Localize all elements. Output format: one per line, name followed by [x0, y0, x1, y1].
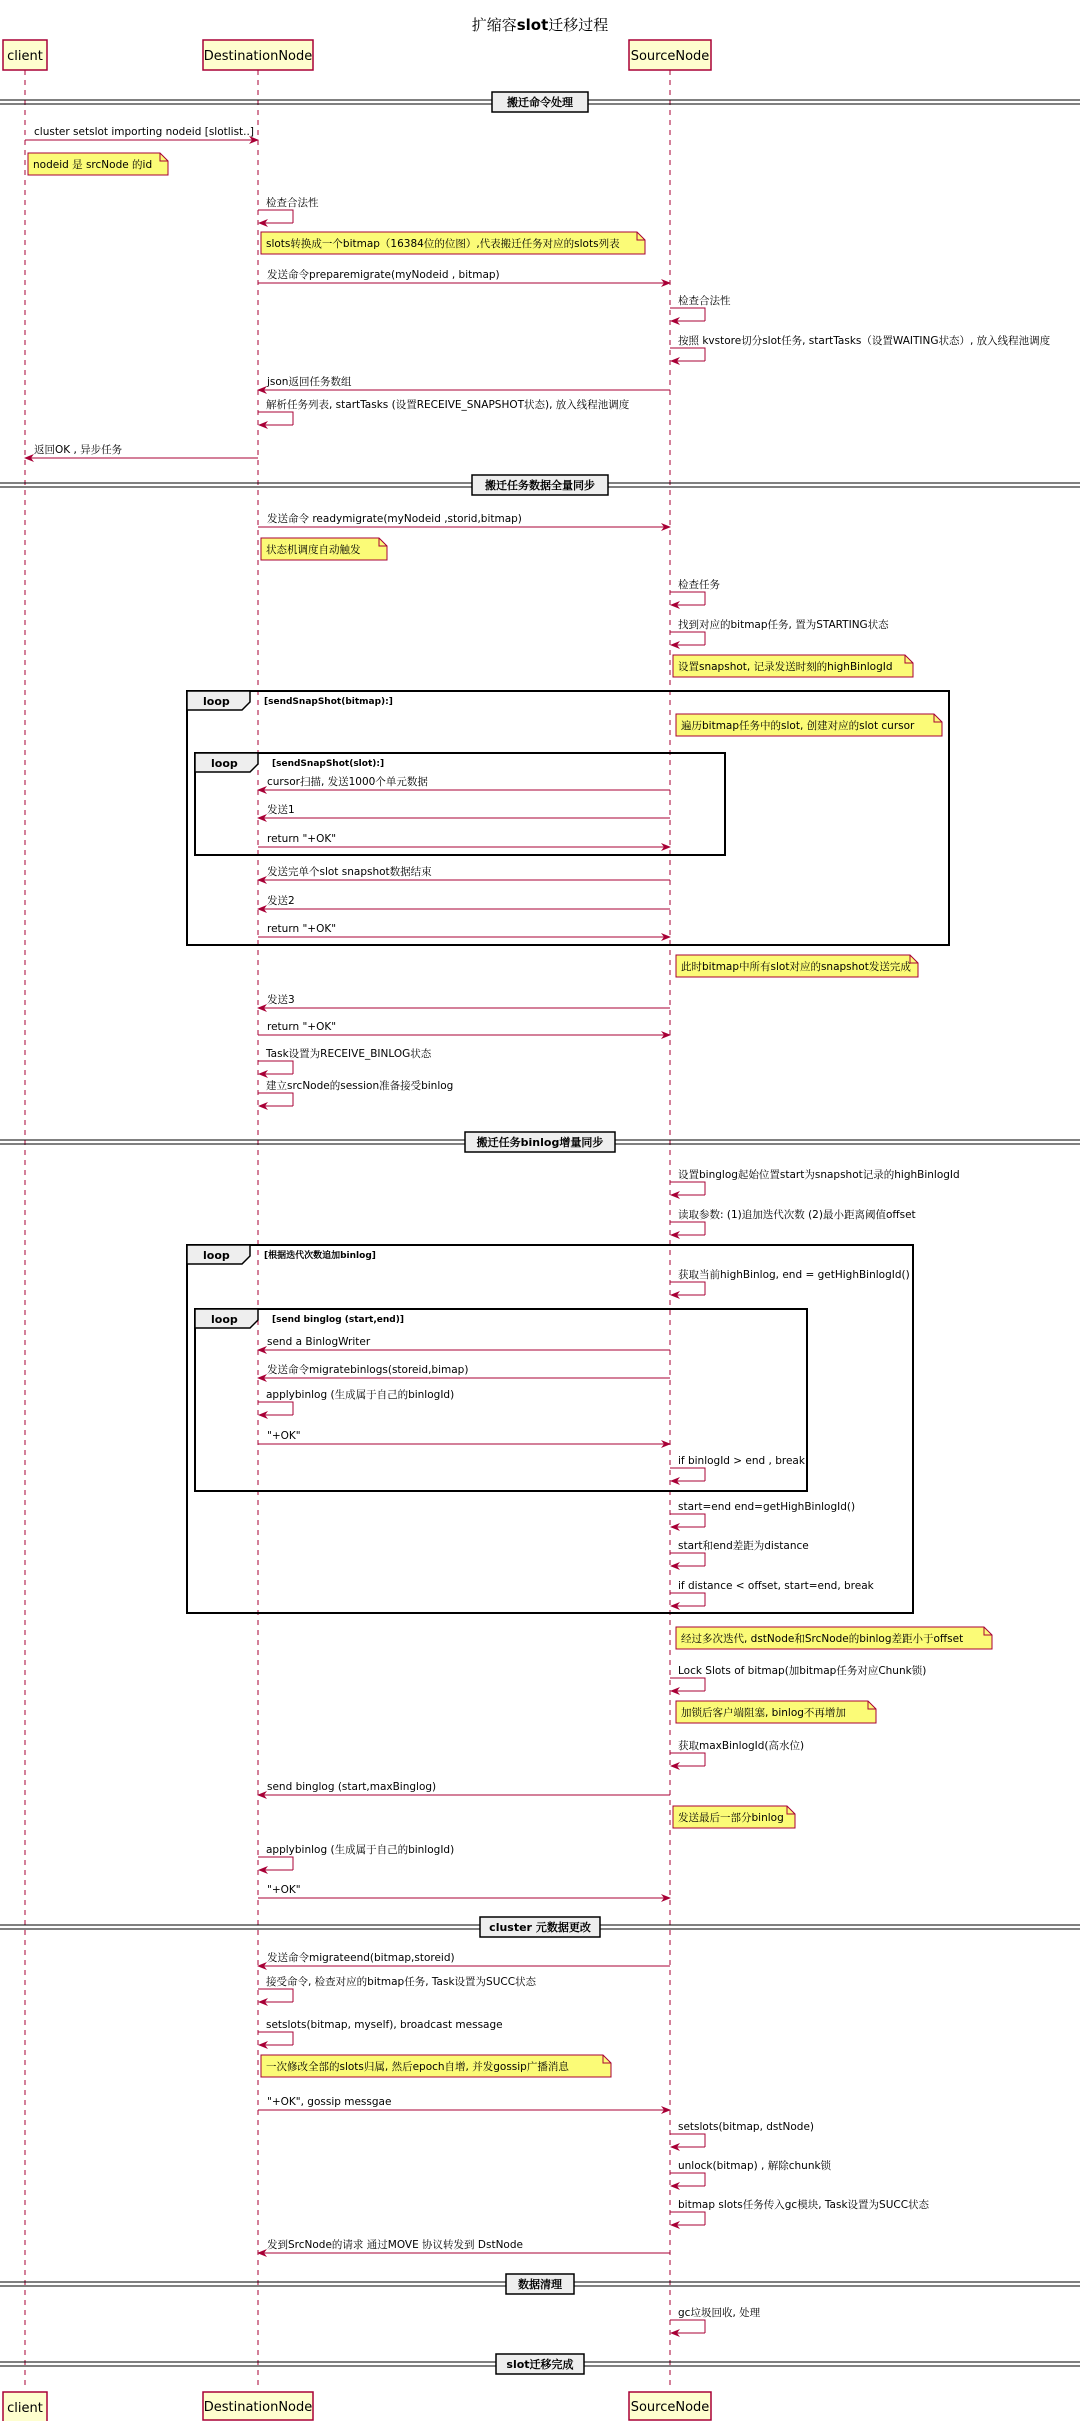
message-label: 发送命令preparemigrate(myNodeid , bitmap): [267, 269, 500, 281]
divider-command: [0, 92, 1080, 112]
note-text: 此时bitmap中所有slot对应的snapshot发送完成: [681, 961, 911, 973]
self-message: [670, 1501, 855, 1527]
divider-snapshot: [0, 475, 1080, 495]
message-arrow: [258, 2096, 670, 2110]
message-arrow: [258, 1021, 670, 1035]
message-label: applybinlog (生成属于自己的binlogId): [266, 1389, 455, 1401]
note: [673, 1806, 795, 1828]
self-message: [258, 1843, 454, 1870]
message-label: 发送完单个slot snapshot数据结束: [267, 866, 432, 878]
message-arrow: [258, 1363, 670, 1378]
participant-label: DestinationNode: [203, 2400, 313, 2415]
svg-text:[根据迭代次数追加binlog]: [根据迭代次数追加binlog]: [264, 1251, 376, 1261]
message-label: 解析任务列表, startTasks (设置RECEIVE_SNAPSHOT状态), 放入线程池调度: [266, 399, 630, 411]
note: [261, 538, 387, 560]
self-message: [670, 1539, 809, 1566]
self-message: [670, 1268, 910, 1295]
message-label: applybinlog (生成属于自己的binlogId): [266, 1844, 455, 1856]
self-message: [670, 578, 720, 605]
self-message: [670, 2198, 930, 2225]
note-text: 状态机调度自动触发: [266, 544, 361, 556]
self-message: [670, 1455, 806, 1481]
participant-client-bottom: [3, 2392, 47, 2421]
svg-text:搬迁命令处理: 搬迁命令处理: [507, 96, 573, 109]
message-label: 设置binglog起始位置start为snapshot记录的highBinlogId: [678, 1169, 960, 1181]
note-text: nodeid 是 srcNode 的id: [33, 159, 153, 171]
note: [28, 153, 168, 175]
svg-text:[sendSnapShot(bitmap):]: [sendSnapShot(bitmap):]: [264, 697, 393, 707]
message-label: cursor扫描, 发送1000个单元数据: [267, 776, 428, 788]
message-arrow: [258, 1430, 670, 1444]
message-label: return "+OK": [267, 923, 337, 935]
note: [676, 714, 942, 736]
self-message: [670, 618, 889, 645]
message-arrow: [258, 775, 670, 790]
message-label: setslots(bitmap, dstNode): [678, 2121, 814, 2133]
message-label: 检查任务: [678, 579, 720, 591]
svg-text:[send binglog (start,end)]: [send binglog (start,end)]: [272, 1315, 404, 1325]
participant-destinationnode-bottom: [203, 2392, 313, 2420]
title-bold: slot: [516, 16, 549, 34]
title-prefix: 扩缩容: [471, 16, 517, 34]
self-message: [258, 1079, 453, 1106]
divider-metadata: [0, 1917, 1080, 1937]
diagram-content: [25, 126, 1051, 2333]
diagram-title: [472, 16, 609, 34]
divider-binlog: [0, 1132, 1080, 1152]
self-message: [670, 1664, 926, 1691]
svg-text:loop: loop: [203, 695, 230, 708]
message-label: 返回OK , 异步任务: [34, 444, 123, 456]
message-label: return "+OK": [267, 1021, 337, 1033]
participant-label: SourceNode: [630, 49, 710, 64]
message-arrow: [258, 268, 670, 283]
message-label: setslots(bitmap, myself), broadcast message: [266, 2019, 503, 2031]
message-label: "+OK": [267, 1430, 301, 1442]
message-label: "+OK", gossip messgae: [267, 2096, 392, 2108]
message-label: 发送命令migratebinlogs(storeid,bimap): [267, 1364, 469, 1376]
message-arrow: [258, 865, 670, 880]
self-message: [670, 2121, 814, 2147]
message-arrow: [258, 833, 670, 847]
participant-label: DestinationNode: [203, 49, 313, 64]
participant-label: client: [7, 2401, 43, 2416]
message-arrow: [258, 803, 670, 818]
note-text: slots转换成一个bitmap（16384位的位图）,代表搬迁任务对应的slots列表: [266, 238, 620, 250]
svg-text:loop: loop: [211, 757, 238, 770]
message-label: json返回任务数组: [267, 376, 352, 388]
message-label: 发送命令 readymigrate(myNodeid ,storid,bitmap): [267, 513, 522, 525]
divider-complete: [0, 2354, 1080, 2374]
note-text: 发送最后一部分binlog: [678, 1812, 784, 1824]
participant-client-top: [3, 40, 47, 70]
message-label: Lock Slots of bitmap(加bitmap任务对应Chunk锁): [678, 1665, 927, 1677]
message-label: 发送3: [267, 994, 295, 1006]
self-message: [670, 2159, 832, 2186]
self-message: [258, 398, 630, 425]
participant-sourcenode-top: [629, 40, 711, 70]
message-label: 接受命令, 检查对应的bitmap任务, Task设置为SUCC状态: [266, 1976, 537, 1988]
participant-label: client: [7, 49, 43, 64]
message-label: 读取参数: (1)追加迭代次数 (2)最小距离阈值offset: [678, 1209, 916, 1221]
note-text: 一次修改全部的slots归属, 然后epoch自增, 并发gossip广播消息: [266, 2061, 569, 2073]
message-label: 发送2: [267, 895, 295, 907]
message-label: 建立srcNode的session准备接受binlog: [266, 1080, 454, 1092]
message-arrow: [258, 1336, 670, 1350]
note-text: 经过多次迭代, dstNode和SrcNode的binlog差距小于offset: [681, 1633, 964, 1645]
message-arrow: [258, 993, 670, 1008]
message-label: 发送命令migrateend(bitmap,storeid): [267, 1952, 455, 1964]
note: [676, 955, 918, 977]
message-label: if binlogId > end , break: [678, 1455, 805, 1467]
svg-text:cluster 元数据更改: cluster 元数据更改: [489, 1921, 591, 1934]
message-arrow: [258, 2238, 670, 2253]
note: [676, 1627, 992, 1649]
loop-frame-iteration: [187, 1245, 913, 1613]
message-label: 检查合法性: [678, 295, 731, 307]
self-message: [670, 1168, 960, 1195]
message-arrow: [258, 1884, 670, 1898]
message-label: cluster setslot importing nodeid [slotlist..]: [34, 126, 254, 138]
message-arrow: [258, 375, 670, 390]
self-message: [258, 1047, 432, 1074]
svg-text:搬迁任务binlog增量同步: 搬迁任务binlog增量同步: [476, 1136, 604, 1149]
message-label: bitmap slots任务传入gc模块, Task设置为SUCC状态: [678, 2199, 930, 2211]
note-text: 遍历bitmap任务中的slot, 创建对应的slot cursor: [681, 720, 915, 732]
svg-text:搬迁任务数据全量同步: 搬迁任务数据全量同步: [485, 479, 595, 492]
message-arrow: [258, 894, 670, 909]
svg-text:loop: loop: [203, 1249, 230, 1262]
note: [261, 232, 645, 254]
message-arrow: [25, 126, 258, 140]
self-message: [670, 334, 1051, 361]
self-message: [258, 1388, 454, 1415]
message-label: 找到对应的bitmap任务, 置为STARTING状态: [678, 619, 889, 631]
self-message: [258, 2019, 503, 2045]
message-label: if distance < offset, start=end, break: [678, 1580, 874, 1592]
svg-text:slot迁移完成: slot迁移完成: [506, 2358, 574, 2371]
self-message: [670, 1739, 804, 1766]
note-text: 加锁后客户端阻塞, binlog不再增加: [681, 1707, 846, 1719]
message-arrow: [258, 1781, 670, 1795]
participant-sourcenode-bottom: [629, 2392, 711, 2420]
message-label: Task设置为RECEIVE_BINLOG状态: [266, 1048, 432, 1060]
message-label: start和end差距为distance: [678, 1540, 809, 1552]
note: [261, 2055, 611, 2077]
message-label: gc垃圾回收, 处理: [678, 2307, 761, 2319]
message-label: start=end end=getHighBinlogId(): [678, 1501, 856, 1513]
divider-cleanup: [0, 2274, 1080, 2294]
note: [673, 655, 913, 677]
self-message: [670, 2306, 761, 2333]
message-arrow: [258, 1951, 670, 1966]
self-message: [670, 1208, 916, 1235]
self-message: [258, 1975, 537, 2002]
message-label: unlock(bitmap) , 解除chunk锁: [678, 2160, 832, 2172]
message-label: return "+OK": [267, 833, 337, 845]
message-label: "+OK": [267, 1884, 301, 1896]
participant-destinationnode-top: [203, 40, 313, 70]
message-label: 获取maxBinlogId(高水位): [678, 1740, 805, 1752]
self-message: [258, 196, 319, 223]
note-text: 设置snapshot, 记录发送时刻的highBinlogId: [678, 661, 893, 673]
message-arrow: [258, 923, 670, 937]
message-label: 发到SrcNode的请求 通过MOVE 协议转发到 DstNode: [267, 2239, 523, 2251]
self-message: [670, 294, 731, 321]
participant-label: SourceNode: [630, 2400, 710, 2415]
svg-text:数据清理: 数据清理: [518, 2278, 562, 2291]
message-arrow: [258, 512, 670, 527]
message-label: 获取当前highBinlog, end = getHighBinlogId(): [678, 1269, 910, 1281]
svg-text:loop: loop: [211, 1313, 238, 1326]
self-message: [670, 1580, 875, 1606]
message-label: send binglog (start,maxBinglog): [267, 1781, 437, 1793]
title-suffix: 迁移过程: [548, 16, 609, 34]
note: [676, 1701, 876, 1723]
svg-text:[sendSnapShot(slot):]: [sendSnapShot(slot):]: [272, 759, 385, 769]
message-label: send a BinlogWriter: [267, 1336, 371, 1348]
message-arrow: [25, 443, 258, 458]
message-label: 检查合法性: [266, 197, 319, 209]
message-label: 按照 kvstore切分slot任务, startTasks（设置WAITING状态）, 放入线程池调度: [678, 335, 1051, 347]
message-label: 发送1: [267, 804, 295, 816]
